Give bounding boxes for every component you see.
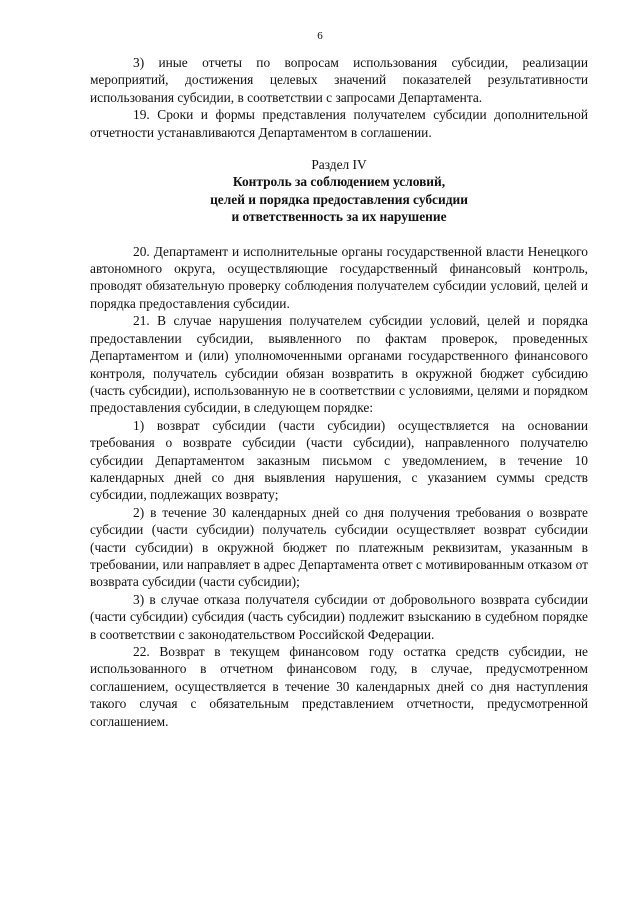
section-title-line-1: Контроль за соблюдением условий,: [232, 174, 446, 190]
paragraph-21-item-3: 3) в случае отказа получателя субсидии от добровольного возврата субсидии (части субсидии) субсидия (часть субсидии) подлежит взысканию в судебном порядке в соответствии с законодательством Российской Федерации.: [90, 591, 588, 642]
paragraph-19: 19. Сроки и формы представления получателем субсидии дополнительной отчетности устанавливаются Департаментом в соглашении.: [90, 107, 588, 140]
paragraph-21-item-2: 2) в течение 30 календарных дней со дня получения требования о возврате субсидии (части субсидии) получатель субсидии осуществляет возврат субсидии (части субсидии) в окружной бюджет по платежным реквизитам, указанным в требовании, или направляет в адрес Департамента ответ с мотивированным отказом от возврата субсидии (части субсидии);: [90, 504, 588, 590]
paragraph-22: 22. Возврат в текущем финансовом году остатка средств субсидии, не использованного в отчетном финансовом году, в случае, предусмотренном соглашением, осуществляется в течение 30 календарных дней со дня наступления такого случая с обязательным представлением отчетности, предусмотренной соглашением.: [90, 644, 588, 729]
section-label: Раздел IV: [311, 157, 367, 173]
paragraph-21: 21. В случае нарушения получателем субсидии условий, целей и порядка предоставлении субсидии, выявленного по фактам проверок, проведенных Департаментом и (или) уполномоченными органами государственного финансового контроля, получатель субсидии обязан возвратить в окружной бюджет субсидию (часть субсидии), использованную не в соответствии с условиями, целями и порядком предоставления субсидии, в следующем порядке:: [90, 313, 588, 416]
paragraph-item-3: 3) иные отчеты по вопросам использования субсидии, реализации мероприятий, достижения целевых значений показателей результативности использования субсидии, в соответствии с запросами Департамента.: [90, 55, 588, 105]
paragraph-20: 20. Департамент и исполнительные органы государственной власти Ненецкого автономного округа, осуществляющие государственный финансовый контроль, проводят обязательную проверку соблюдения получателем субсидии условий, целей и порядка предоставления субсидии.: [90, 243, 588, 311]
section-title-line-2: целей и порядка предоставления субсидии: [210, 191, 468, 207]
paragraph-21-item-1: 1) возврат субсидии (части субсидии) осуществляется на основании требования о возврате субсидии (части субсидии), направленного получателю субсидии Департаментом заказным письмом с уведомлением, в течение 10 календарных дней со дня выявления нарушения, с указанием суммы средств субсидии, подлежащих возврату;: [90, 417, 588, 503]
section-heading: [90, 156, 588, 226]
page-number: 6: [317, 30, 323, 42]
document-body: [90, 54, 588, 730]
section-title-line-3: и ответственность за их нарушение: [231, 209, 447, 225]
